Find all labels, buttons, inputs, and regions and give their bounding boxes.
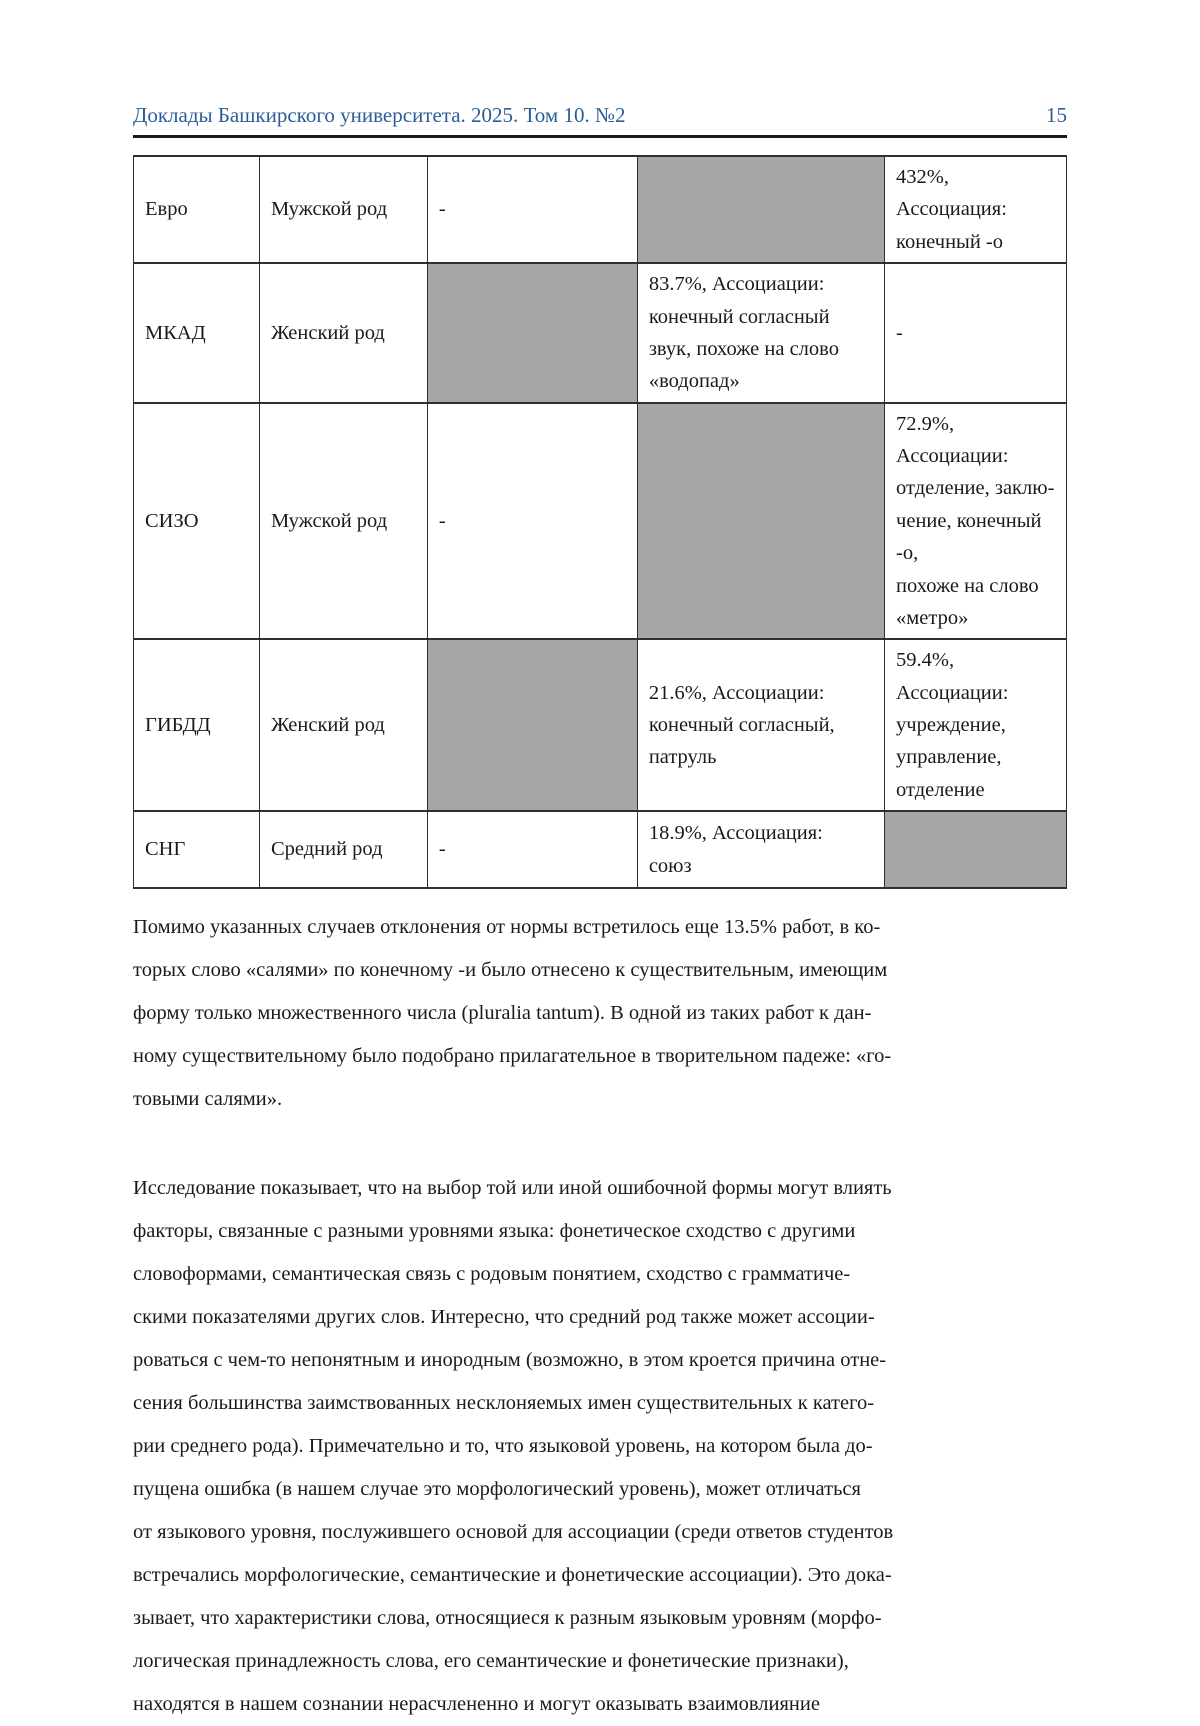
- table-cell: 432%, Ассоциация: конечный -о: [885, 156, 1067, 263]
- gender-cell: Женский род: [259, 639, 427, 811]
- table-cell: -: [427, 403, 637, 640]
- paragraph: Помимо указанных случаев отклонения от нормы встретилось еще 13.5% работ, в ко- торых слово «салями» по конечному -и было отнесено к существительным, имеющим форму только множественного числа (pluralia tantum). В одной из таких работ к дан- ному существительному было подобрано прилагательное в творительном падеже: «го- товыми салями».: [133, 916, 892, 1111]
- gender-cell: Мужской род: [259, 156, 427, 263]
- gender-cell: Женский род: [259, 263, 427, 403]
- table-cell: [637, 156, 884, 263]
- table-cell: 72.9%, Ассоциации: отделение, заклю- чение, конечный -о, похоже на слово «метро»: [885, 403, 1067, 640]
- table-cell: 18.9%, Ассоциация: союз: [637, 811, 884, 888]
- journal-title: Доклады Башкирского университета. 2025. Том 10. №2: [133, 103, 626, 127]
- table-cell: -: [885, 263, 1067, 403]
- table-cell: [637, 403, 884, 640]
- table-row: [134, 811, 1067, 888]
- running-header: [133, 103, 1067, 138]
- paragraph: Исследование показывает, что на выбор той или иной ошибочной формы могут влиять факторы, связанные с разными уровнями языка: фонетическое сходство с другими словоформами, семантическая связь с родовым понятием, сходство с грамматиче- скими показателями других слов. Интересно, что средний род также может ассоции- роваться с чем-то непонятным и инородным (возможно, в этом кроется причина отне- сения большинства заимствованных несклоняемых имен существительных к катего- рии среднего рода). Примечательно и то, что языковой уровень, на котором была до- пущена ошибка (в нашем случае это морфологический уровень), может отличаться от языкового уровня, послужившего основой для ассоциации (среди ответов студентов встречались морфологические, семантические и фонетические ассоциации). Это дока- зывает, что характеристики слова, относящиеся к разным языковым уровням (морфо- логическая принадлежность слова, его семантические и фонетические признаки), находятся в нашем сознании нерасчлененно и могут оказывать взаимовлияние: [133, 1177, 894, 1716]
- table-cell: 59.4%, Ассоциации: учреждение, управление, отделение: [885, 639, 1067, 811]
- table-cell: [427, 639, 637, 811]
- table-cell: -: [427, 156, 637, 263]
- word-cell: СИЗО: [134, 403, 260, 640]
- table-row: [134, 403, 1067, 640]
- gender-cell: Мужской род: [259, 403, 427, 640]
- table-cell: [427, 263, 637, 403]
- word-cell: МКАД: [134, 263, 260, 403]
- results-table: [133, 155, 1067, 889]
- word-cell: СНГ: [134, 811, 260, 888]
- word-cell: Евро: [134, 156, 260, 263]
- body-text: [133, 906, 1067, 1726]
- table-cell: 83.7%, Ассоциации: конечный согласный звук, похоже на слово «водопад»: [637, 263, 884, 403]
- page-number: 15: [1046, 103, 1067, 127]
- table-cell: -: [427, 811, 637, 888]
- table-row: [134, 639, 1067, 811]
- table-row: [134, 156, 1067, 263]
- table-row: [134, 263, 1067, 403]
- table-cell: [885, 811, 1067, 888]
- table-cell: 21.6%, Ассоциации: конечный согласный, патруль: [637, 639, 884, 811]
- gender-cell: Средний род: [259, 811, 427, 888]
- word-cell: ГИБДД: [134, 639, 260, 811]
